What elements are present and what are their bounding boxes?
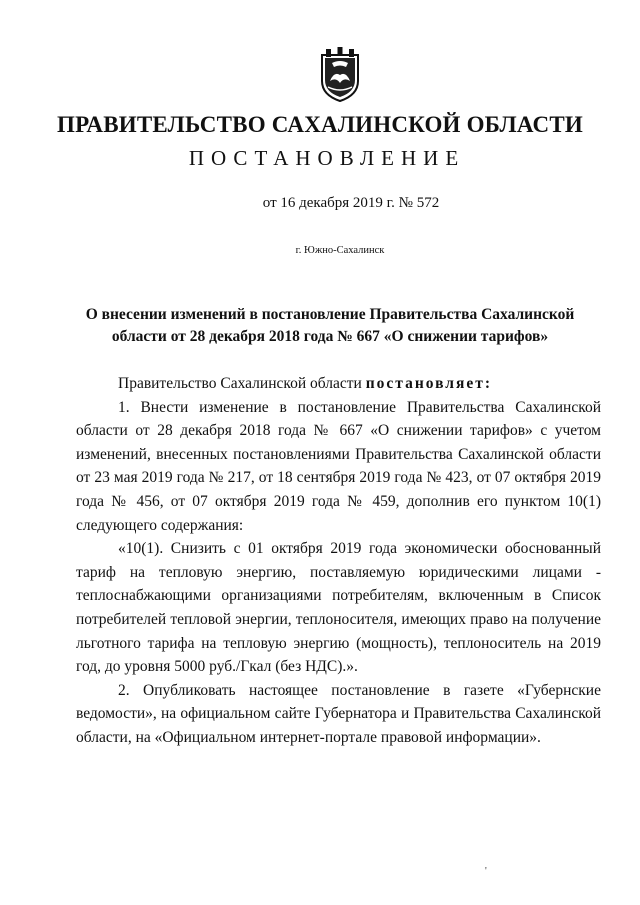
scan-mark: ': [485, 866, 487, 877]
document-date-number: от 16 декабря 2019 г. № 572: [262, 195, 440, 211]
document-city: г. Южно-Сахалинск: [295, 245, 385, 256]
document-body: [76, 372, 601, 750]
document-title: [80, 304, 580, 348]
document-type: ПОСТАНОВЛЕНИЕ: [188, 146, 466, 170]
paragraph-2: «10(1). Снизить с 01 октября 2019 года экономически обоснованный тариф на тепловую энергию, поставляемую юридическими лицами - теплоснабжающими организациями потребителям, включенным в Список потребителей тепловой энергии, теплоносителя, имеющих право на получение льготного тарифа на тепловую энергию (мощность), теплоноситель на 2019 год, до уровня 5000 руб./Гкал (без НДС).».: [76, 540, 601, 676]
document-title-line: О внесении изменений в постановление Правительства Сахалинской: [85, 306, 575, 323]
organization-name: ПРАВИТЕЛЬСТВО САХАЛИНСКОЙ ОБЛАСТИ: [57, 112, 583, 137]
intro-prefix: Правительство Сахалинской области: [118, 375, 362, 392]
sakhalin-coat-of-arms-icon: [318, 47, 362, 102]
paragraph-1: 1. Внести изменение в постановление Правительства Сахалинской области от 28 декабря 2018 года № 667 «О снижении тарифов» с учетом изменений, внесенных постановлениями Правительства Сахалинской области от 23 мая 2019 года № 217, от 18 сентября 2019 года № 423, от 07 октября 2019 года № 456, от 07 октября 2019 года № 459, дополнив его пунктом 10(1) следующего содержания:: [76, 398, 601, 534]
paragraph-3: 2. Опубликовать настоящее постановление в газете «Губернские ведомости», на официальном сайте Губернатора и Правительства Сахалинской области, на «Официальном интернет-портале правовой информации».: [76, 681, 601, 746]
document-title-line: области от 28 декабря 2018 года № 667 «О снижении тарифов»: [111, 328, 549, 345]
intro-resolves: постановляет:: [365, 375, 493, 392]
intro-paragraph: [76, 372, 601, 396]
